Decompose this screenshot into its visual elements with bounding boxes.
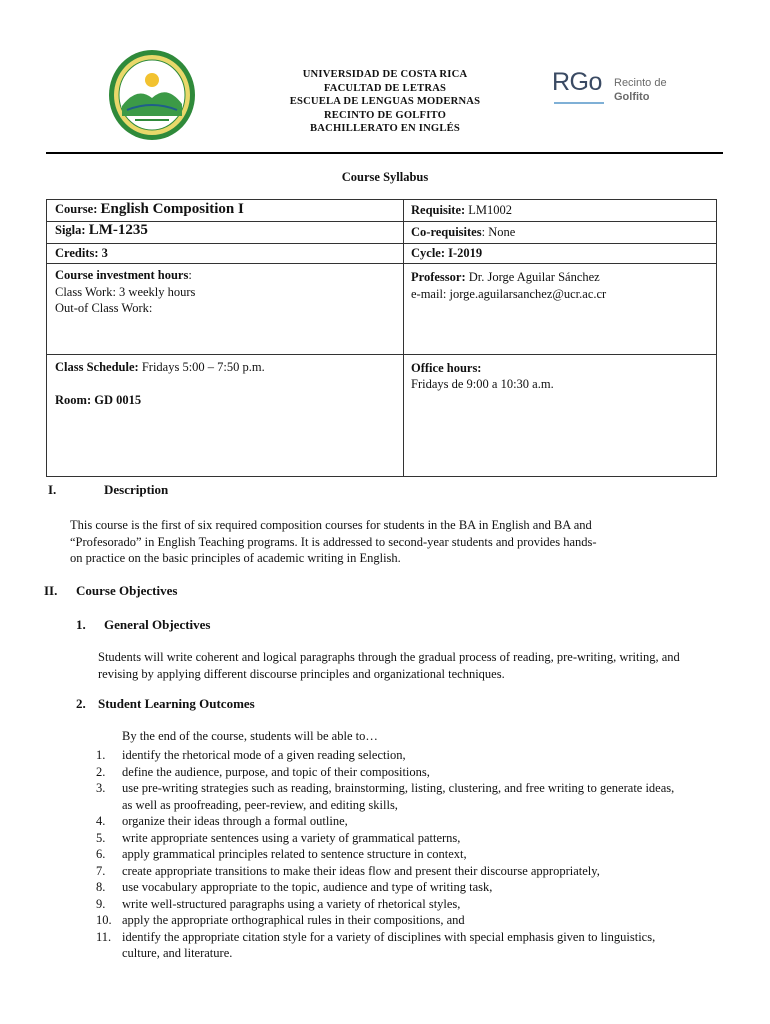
list-item: 11. identify the appropriate citation style for a variety of disciplines with special emphasis given to linguistics, culture, and literature. bbox=[96, 929, 656, 960]
list-item: 10. apply the appropriate orthographical rules in their compositions, and bbox=[96, 913, 465, 927]
list-item: 5. write appropriate sentences using a variety of grammatical patterns, bbox=[96, 830, 461, 845]
cycle-cell: Cycle: I-2019 bbox=[411, 246, 483, 260]
section-title: Course Objectives bbox=[76, 583, 178, 598]
page-title: Course Syllabus bbox=[341, 170, 429, 184]
subsection-title: General Objectives bbox=[104, 617, 211, 632]
section-number: II. bbox=[44, 583, 58, 598]
professor-cell: Professor: Dr. Jorge Aguilar Sánchez e-mail: jorge.aguilarsanchez@ucr.ac.cr bbox=[411, 270, 607, 301]
corequisites-cell: Co-requisites: None bbox=[411, 225, 516, 239]
rgo-campus bbox=[614, 76, 667, 104]
header-divider bbox=[46, 152, 723, 154]
list-item: 4. organize their ideas through a formal outline, bbox=[96, 814, 348, 828]
requisite-cell: Requisite: LM1002 bbox=[411, 203, 513, 217]
course-info-table bbox=[46, 199, 717, 477]
subsection-title: Student Learning Outcomes bbox=[98, 696, 255, 711]
institution-line: ESCUELA DE LENGUAS MODERNAS bbox=[289, 96, 481, 108]
rgo-underline bbox=[554, 102, 604, 104]
learning-outcomes-list bbox=[96, 747, 756, 962]
subsection-number: 2. bbox=[76, 696, 86, 711]
sigla-cell: Sigla: LM-1235 bbox=[55, 222, 148, 238]
table-divider bbox=[403, 200, 404, 476]
institution-line: FACULTAD DE LETRAS bbox=[323, 82, 447, 94]
rgo-line1: Recinto de bbox=[614, 77, 667, 89]
list-item: 1. identify the rhetorical mode of a given reading selection, bbox=[96, 748, 406, 762]
rgo-mark: RGo bbox=[552, 68, 602, 96]
schedule-cell: Class Schedule: Fridays 5:00 – 7:50 p.m. Room: GD 0015 bbox=[55, 360, 265, 407]
list-item: 7. create appropriate transitions to make their ideas flow and present their discourse appropriately, bbox=[96, 863, 600, 878]
institution-line: UNIVERSIDAD DE COSTA RICA bbox=[302, 69, 468, 80]
table-divider bbox=[47, 354, 716, 355]
list-item: 8. use vocabulary appropriate to the topic, audience and type of writing task, bbox=[96, 880, 493, 894]
institution-header bbox=[230, 68, 540, 136]
list-item: 9. write well-structured paragraphs using a variety of rhetorical styles, bbox=[96, 896, 461, 911]
credits-cell: Credits: 3 bbox=[55, 246, 108, 260]
institution-line: BACHILLERATO EN INGLÉS bbox=[309, 123, 460, 135]
office-hours-cell: Office hours: Fridays de 9:00 a 10:30 a.m. bbox=[411, 361, 554, 391]
section-number: I. bbox=[48, 482, 57, 497]
investment-hours-cell: Course investment hours: Class Work: 3 weekly hours Out-of Class Work: bbox=[55, 268, 196, 315]
rgo-line2: Golfito bbox=[614, 91, 650, 103]
outcomes-intro: By the end of the course, students will be able to… bbox=[122, 729, 378, 743]
general-objectives-paragraph: Students will write coherent and logical paragraphs through the gradual process of reading, pre-writing, writing, and revising by applying different discourse principles and organizational techniques. bbox=[98, 650, 680, 681]
subsection-number: 1. bbox=[76, 617, 86, 632]
description-paragraph: This course is the first of six required composition courses for students in the BA in English and BA and “Profesorado” in English Teaching programs. It is addressed to second-year students and provides hands- on practice on the basic principles of academic writing in English. bbox=[70, 518, 597, 565]
section-title: Description bbox=[104, 482, 169, 497]
list-item: 3. use pre-writing strategies such as reading, brainstorming, listing, clustering, and free writing to generate ideas, as well as proofreading, peer-review, and editing skills, bbox=[96, 781, 675, 812]
table-divider bbox=[47, 243, 716, 244]
university-seal bbox=[107, 48, 197, 142]
rgo-logo bbox=[552, 68, 682, 108]
table-divider bbox=[47, 263, 716, 264]
list-item: 6. apply grammatical principles related to sentence structure in context, bbox=[96, 847, 467, 861]
list-item: 2. define the audience, purpose, and topic of their compositions, bbox=[96, 764, 430, 779]
institution-line: RECINTO DE GOLFITO bbox=[323, 109, 447, 121]
course-cell: Course: English Composition I bbox=[55, 201, 244, 217]
